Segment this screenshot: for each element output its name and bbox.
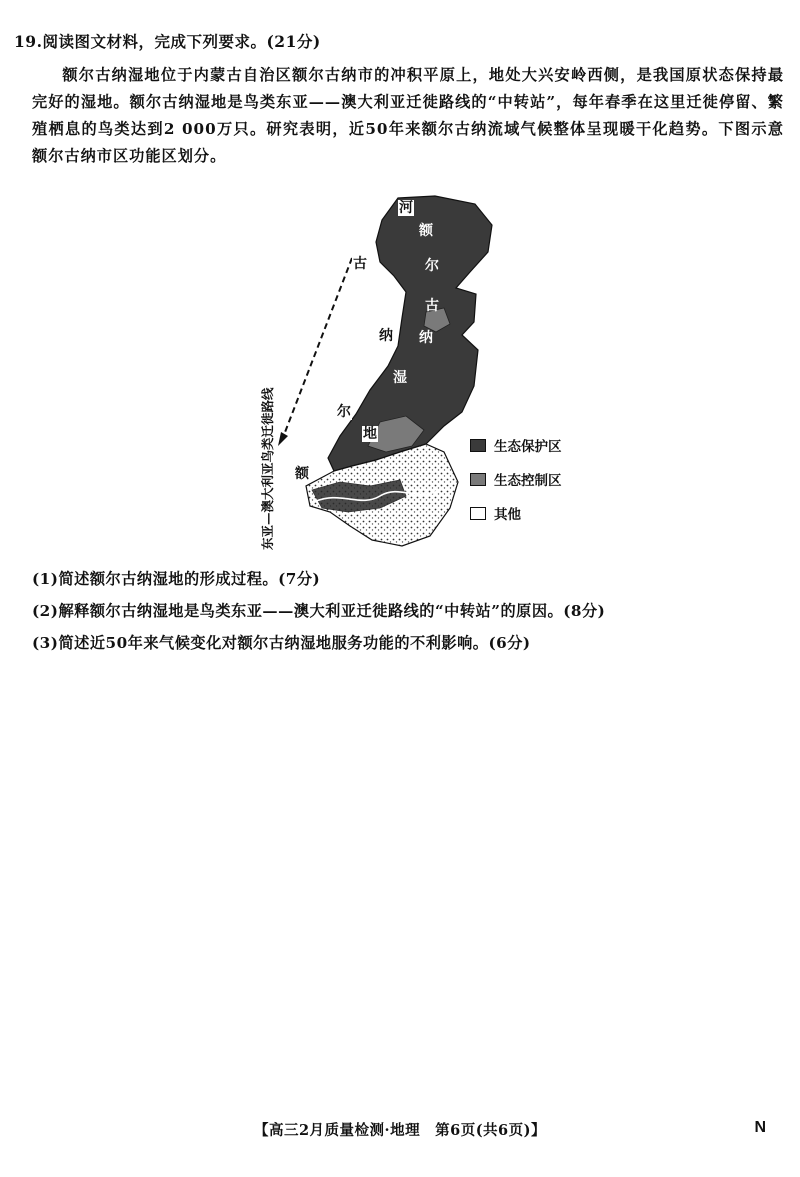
legend-item-protection [470, 435, 562, 455]
river-label-char: 纳 [419, 330, 433, 346]
river-label-char: 河 [399, 200, 413, 216]
legend-item-control [470, 469, 562, 489]
material-paragraph: 额尔古纳湿地位于内蒙古自治区额尔古纳市的冲积平原上，地处大兴安岭西侧，是我国原状态保持最完好的湿地。额尔古纳湿地是鸟类东亚——澳大利亚迁徙路线的“中转站”，每年春季在这里迁徙停留、繁殖栖息的鸟类达到2 000万只。研究表明，近50年来额尔古纳流域气候整体呈现暖干化趋势。下图示意额尔古纳市区功能区划分。 [32, 66, 784, 165]
legend-swatch [470, 439, 486, 452]
wetland-label-char: 纳 [379, 328, 393, 344]
wetland-label-char: 地 [363, 426, 377, 442]
bottom-label: 额 [295, 466, 309, 482]
legend-label: 生态保护区 [494, 439, 562, 455]
corner-mark: N [754, 1119, 766, 1136]
wetland-label-char: 尔 [337, 404, 351, 420]
wetland-label-char: 湿 [393, 370, 407, 386]
migration-route-arrowhead [278, 432, 288, 446]
legend-item-other [470, 503, 521, 523]
sub-question-2: (2)解释额尔古纳湿地是鸟类东亚——澳大利亚迁徙路线的“中转站”的原因。(8分) [32, 602, 606, 620]
river-label-char: 额 [419, 223, 433, 239]
legend-label: 生态控制区 [494, 473, 562, 489]
legend-swatch [470, 507, 486, 520]
sub-question-1: (1)简述额尔古纳湿地的形成过程。(7分) [32, 570, 321, 588]
river-label-char: 古 [425, 298, 439, 314]
legend-swatch [470, 473, 486, 486]
page-footer: 【高三2月质量检测·地理 第6页(共6页)】 [253, 1122, 547, 1139]
migration-route-label: 东亚—澳大利亚鸟类迁徙路线 [260, 387, 275, 550]
wetland-map [230, 190, 590, 560]
wetland-map-figure [230, 190, 590, 560]
question-heading: 19.阅读图文材料，完成下列要求。(21分) [14, 32, 321, 51]
sub-question-3: (3)简述近50年来气候变化对额尔古纳湿地服务功能的不利影响。(6分) [32, 634, 531, 652]
legend-label: 其他 [494, 507, 521, 523]
wetland-label-char: 古 [353, 256, 367, 272]
river-label-char: 尔 [425, 258, 439, 274]
